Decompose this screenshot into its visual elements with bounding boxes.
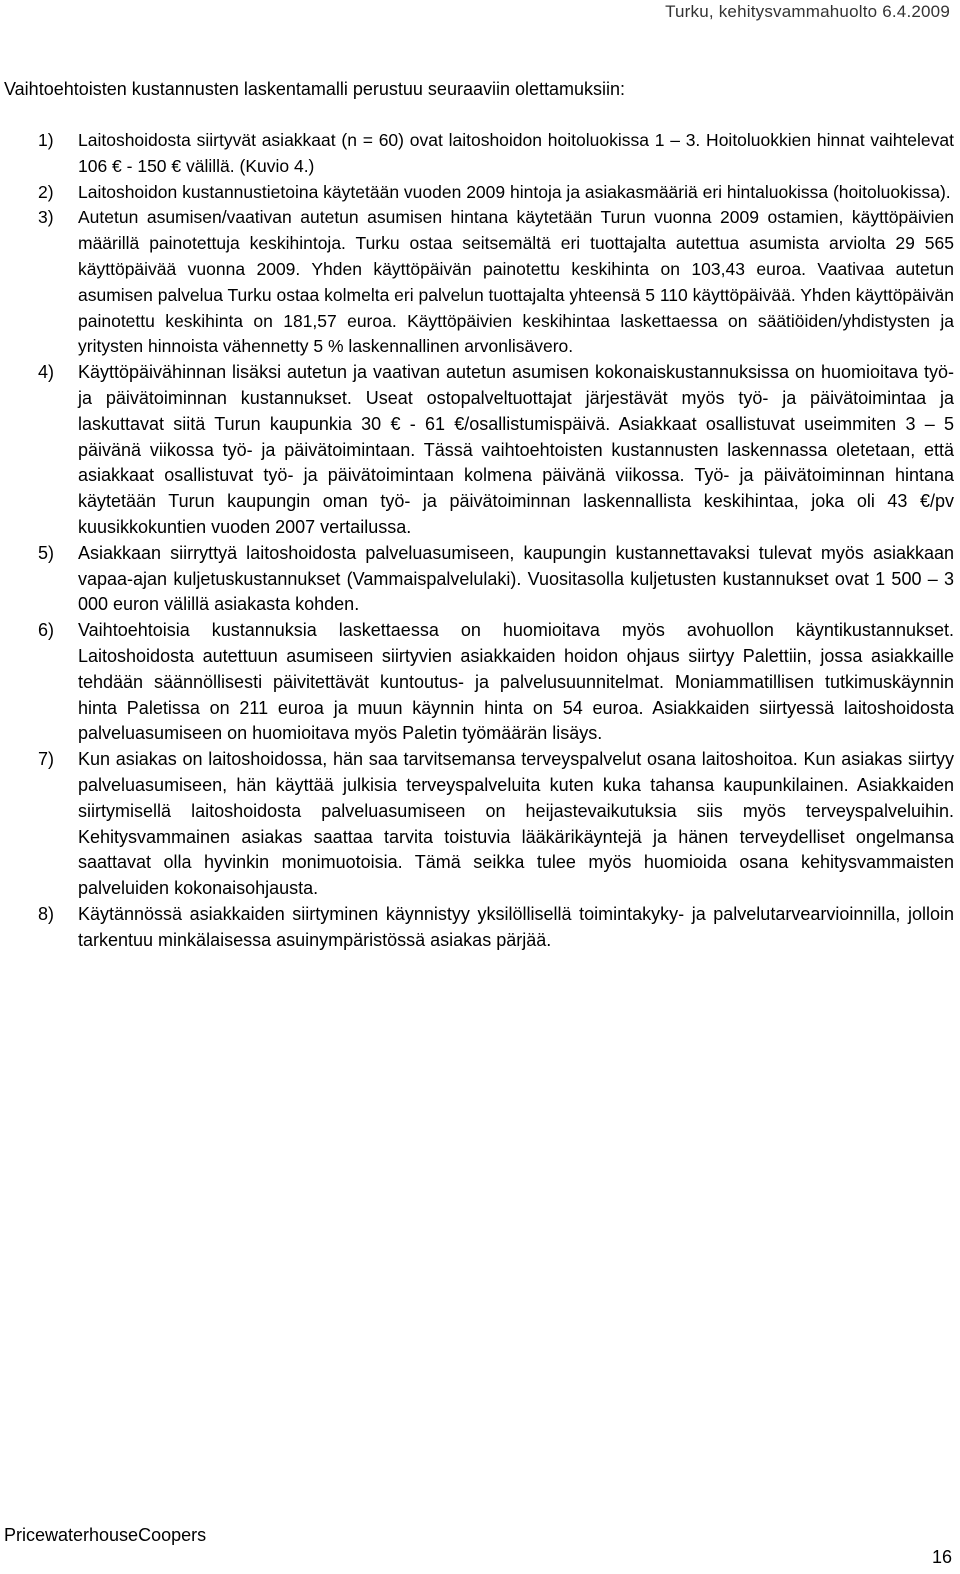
list-item-text: Kun asiakas on laitoshoidossa, hän saa tarvitsemansa terveyspalvelut osana laitoshoitoa. Kun asiakas siirtyy palveluasumiseen, hän käyttää julkisia terveyspalveluita kuten kuka tahansa kaupunkilainen. Asiakkaiden siirtymisellä laitoshoidosta palveluasumiseen on heijastevaikutuksia siis myös terveyspalveluihin. Kehitysvammainen asiakas saattaa tarvita toistuvia lääkärikäyntejä ja hänen terveydelliset ongelmansa saattavat olla hyvinkin monimuotoisia. Tämä seikka tulee myös huomioida osana kehitysvammaisten palveluiden kokonaisohjausta. [78,749,954,899]
footer-company: PricewaterhouseCoopers [4,1525,207,1545]
list-item [0,180,960,206]
list-item [0,205,960,360]
list-item-text: Asiakkaan siirryttyä laitoshoidosta palveluasumiseen, kaupungin kustannettavaksi tulevat myös asiakkaan vapaa-ajan kuljetuskustannukset (Vammaispalvelulaki). Vuositasolla kuljetusten kustannukset ovat 1 500 – 3 000 euron välillä asiakasta kohden. [78,542,954,615]
list-item [0,541,960,618]
intro-paragraph: Vaihtoehtoisten kustannusten laskentamalli perustuu seuraaviin olettamuksiin: [4,79,626,99]
list-item [0,360,960,541]
list-item-text: Vaihtoehtoisia kustannuksia laskettaessa on huomioitava myös avohuollon käyntikustannukset. Laitoshoidosta autettuun asumiseen siirtyvien asiakkaiden hoidon ohjaus siirtyy Palettiin, jossa asiakkaille tehdään säännöllisesti päivitettävät kuntoutus- ja palvelusuunnitelmat. Moniammatillisen tutkimuskäynnin hinta Paletissa on 211 euroa ja muun käynnin hinta on 54 euroa. Asiakkaiden siirtyessä laitoshoidosta palveluasumiseen on huomioitava myös Paletin työmäärän lisäys. [78,620,954,744]
list-item-text: Käytännössä asiakkaiden siirtyminen käynnistyy yksilöllisellä toimintakyky- ja palvelutarvearvioinnilla, jolloin tarkentuu minkälaisessa asuinympäristössä asiakas pärjää. [78,903,954,950]
assumptions-list [0,128,960,954]
list-item-number: 7) [38,749,55,770]
list-item-number: 5) [38,542,55,563]
list-item-text: Käyttöpäivähinnan lisäksi autetun ja vaativan autetun asumisen kokonaiskustannuksissa on huomioitava työ- ja päivätoiminnan kustannukset. Useat ostopalveltuottajat järjestävät myös työ- ja päivätoimintaa ja laskuttavat siitä Turun kaupunkia 30 € - 61 €/osallistumispäivä. Asiakkaat osallistuvat useimmiten 3 – 5 päivänä viikossa työ- ja päivätoimintaan. Tässä vaihtoehtoisten kustannusten laskennassa oletetaan, että asiakkaat osallistuvat työ- ja päivätoimintaan kolmena päivänä viikossa. Työ- ja päivätoiminnan hintana käytetään Turun kaupungin oman työ- ja päivätoiminnan laskennallista keskihintaa, joka oli 43 €/pv kuusikkokuntien vuoden 2007 vertailussa. [78,362,954,537]
list-item [0,128,960,180]
list-item-text: Laitoshoidosta siirtyvät asiakkaat (n = 60) ovat laitoshoidon hoitoluokissa 1 – 3. Hoitoluokkien hinnat vaihtelevat 106 € - 150 € välillä. (Kuvio 4.) [78,130,954,176]
list-item-number: 3) [38,207,54,228]
list-item-number: 1) [38,130,54,150]
list-item-number: 8) [38,903,55,924]
list-item [0,618,960,747]
list-item-number: 6) [38,620,55,641]
list-item-text: Laitoshoidon kustannustietoina käytetään vuoden 2009 hintoja ja asiakasmääriä eri hintaluokissa (hoitoluokissa). [78,181,951,202]
list-item [0,902,960,954]
list-item-text: Autetun asumisen/vaativan autetun asumisen hintana käytetään Turun vuonna 2009 ostamien, käyttöpäivien määrillä painotettuja keskihintoja. Turku ostaa seitsemältä eri tuottajalta autettua asumista arviolta 29 565 käyttöpäivää vuonna 2009. Yhden käyttöpäivän painotettu keskihinta on 103,43 euroa. Vaativaa autetun asumisen palvelua Turku ostaa kolmelta eri palvelun tuottajalta yhteensä 5 110 käyttöpäivää. Yhden käyttöpäivän painotettu keskihinta on 181,57 euroa. Käyttöpäivien keskihintaa laskettaessa on säätiöiden/yhdistysten ja yritysten hinnoista vähennetty 5 % laskennallinen arvonlisävero. [78,207,954,357]
list-item-number: 2) [38,181,54,202]
document-header: Turku, kehitysvammahuolto 6.4.2009 [665,2,950,21]
list-item-number: 4) [38,362,55,383]
list-item [0,747,960,902]
page-number: 16 [931,1547,952,1567]
